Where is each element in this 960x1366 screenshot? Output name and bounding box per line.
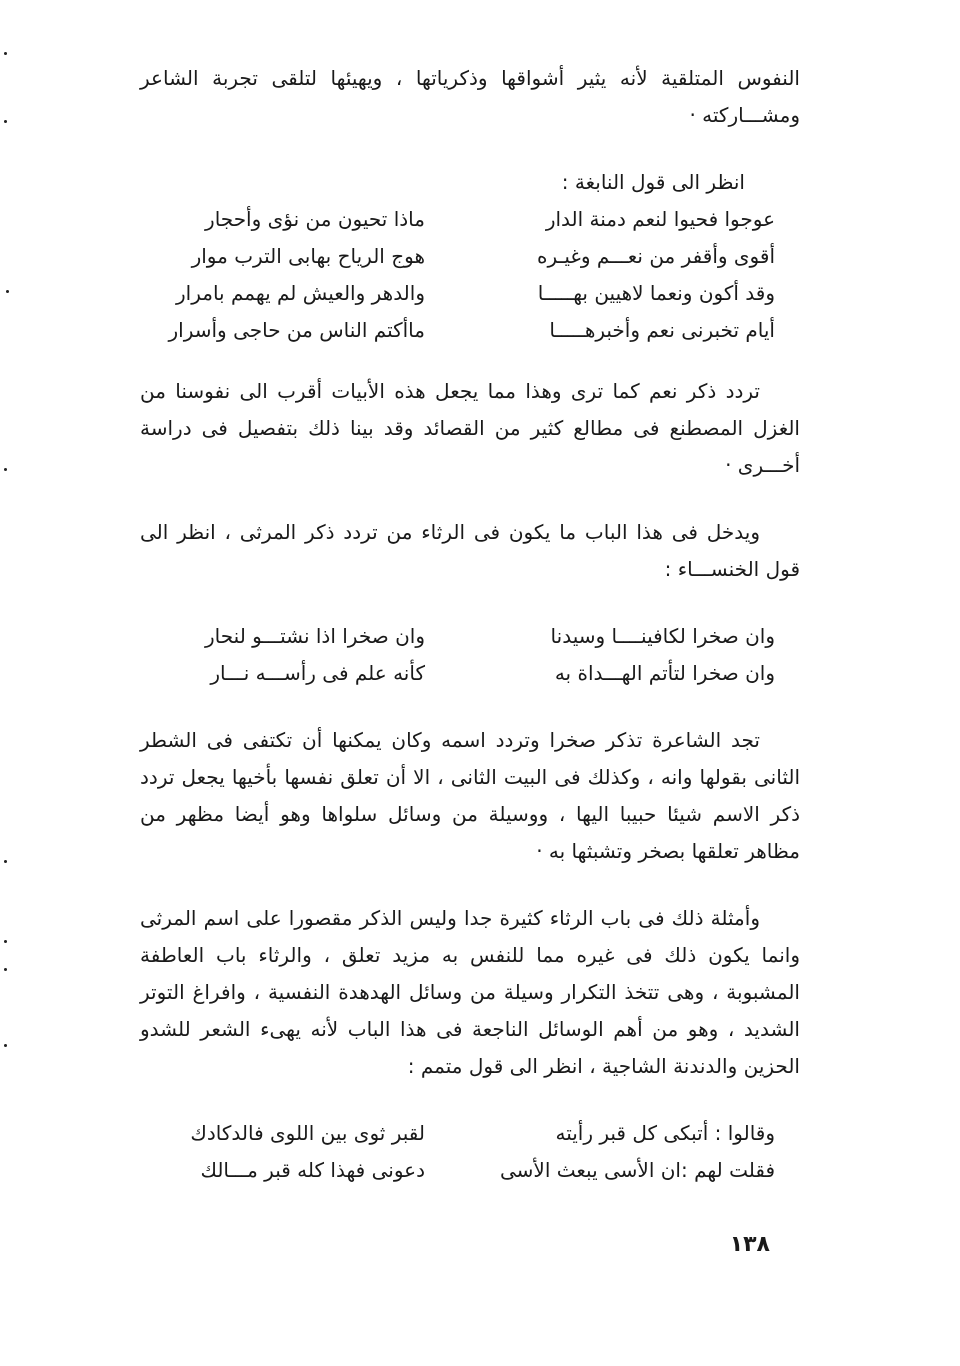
verse-first-hemistich: وقالوا : أتبكى كل قبر رأيته (555, 1121, 775, 1145)
scan-speck (4, 52, 7, 55)
paragraph-intro: النفوس المتلقية لأنه يثير أشواقها وذكرياتها ، ويهيئها لتلقى تجربة الشاعر ومشـــاركته · (140, 66, 800, 127)
scan-speck (4, 940, 7, 943)
verse-line (140, 201, 800, 238)
page-content (140, 60, 800, 1189)
intro-nabigha: انظر الى قول النابغة : (561, 170, 745, 194)
verse-line (140, 275, 800, 312)
verse-first-hemistich: عوجوا فحيوا لنعم دمنة الدار (545, 207, 775, 231)
scan-speck (4, 1044, 7, 1047)
verse-second-hemistich: ماذا تحيون من نؤى وأحجار (205, 207, 425, 231)
scan-speck (6, 290, 9, 293)
scan-speck (4, 468, 7, 471)
mutammim-poem (140, 1115, 800, 1189)
verse-second-hemistich: وان صخرا اذا نشتـــو لنحار (205, 624, 425, 648)
verse-second-hemistich: والدهر والعيش لم يهمم بامرار (176, 281, 425, 305)
verse-second-hemistich: ماأكتم الناس من حاجى وأسرار (168, 318, 425, 342)
scan-speck (4, 860, 7, 863)
verse-line (140, 1152, 800, 1189)
verse-first-hemistich: وان صخرا لتأتم الهـــداة به (554, 661, 775, 685)
verse-first-hemistich: فقلت لهم :ان الأسى يبعث الأسى (500, 1158, 775, 1182)
verse-line (140, 618, 800, 655)
verse-line (140, 655, 800, 692)
paragraph-ritha: ويدخل فى هذا الباب ما يكون فى الرثاء من تردد ذكر المرثى ، انظر الى قول الخنســـاء : (140, 520, 800, 581)
verse-line (140, 238, 800, 275)
verse-first-hemistich: أقوى وأقفر من نعـــم وغيـره (536, 244, 775, 268)
verse-first-hemistich: وقد أكون ونعما لاهيين بهـــــا (537, 281, 775, 305)
verse-line (140, 312, 800, 349)
scan-speck (4, 968, 7, 971)
scan-speck (4, 120, 7, 123)
nabigha-poem (140, 201, 800, 349)
khansa-poem (140, 618, 800, 692)
paragraph-amthila: وأمثلة ذلك فى باب الرثاء كثيرة جدا وليس الذكر مقصورا على اسم المرثى وانما يكون ذلك فى غيره مما للنفس به مزيد تعلق ، والرثاء باب العاطفة المشبوبة ، وهى تتخذ التكرار وسيلة من وسائل الهدهدة النفسية ، وافراغ التوتر الشديد ، وهو من أهم الوسائل الناجعة فى هذا الباب لأنه يهىء الشعر للشدو الحزين والدندنة الشاجية ، انظر الى قول متمم : (140, 906, 800, 1078)
paragraph-sakhr: تجد الشاعرة تذكر صخرا وتردد اسمه وكان يمكنها أن تكتفى فى الشطر الثانى بقولها وانه ، وكذلك فى البيت الثانى ، الا أن تعلق نفسها بأخيها يجعل تردد ذكر الاسم شيئا حبيبا اليها ، ووسيلة من وسائل سلواها وهو أيضا مظهر من مظاهر تعلقها بصخر وتشبثها به · (140, 728, 800, 863)
paragraph-naam: تردد ذكر نعم كما ترى وهذا مما يجعل هذه الأبيات أقرب الى نفوسنا من الغزل المصطنع فى مطالع كثير من القصائد وقد بينا ذلك بتفصيل فى دراسة أخـــرى · (140, 379, 800, 477)
verse-second-hemistich: كأنه علم فى رأســـه نـــار (210, 661, 425, 685)
verse-second-hemistich: هوج الرياح بهابى الترب موار (191, 244, 425, 268)
verse-line (140, 1115, 800, 1152)
verse-first-hemistich: أيام تخبرنى نعم وأخبرهـــــا (549, 318, 775, 342)
verse-first-hemistich: وان صخرا لكافينــــا وسيدنا (550, 624, 775, 648)
page-number: ١٣٨ (729, 1232, 770, 1257)
verse-second-hemistich: دعونى فهذا كله قبر مـــالك (200, 1158, 425, 1182)
verse-second-hemistich: لقبر ثوى بين اللوى فالدكادك (190, 1121, 425, 1145)
